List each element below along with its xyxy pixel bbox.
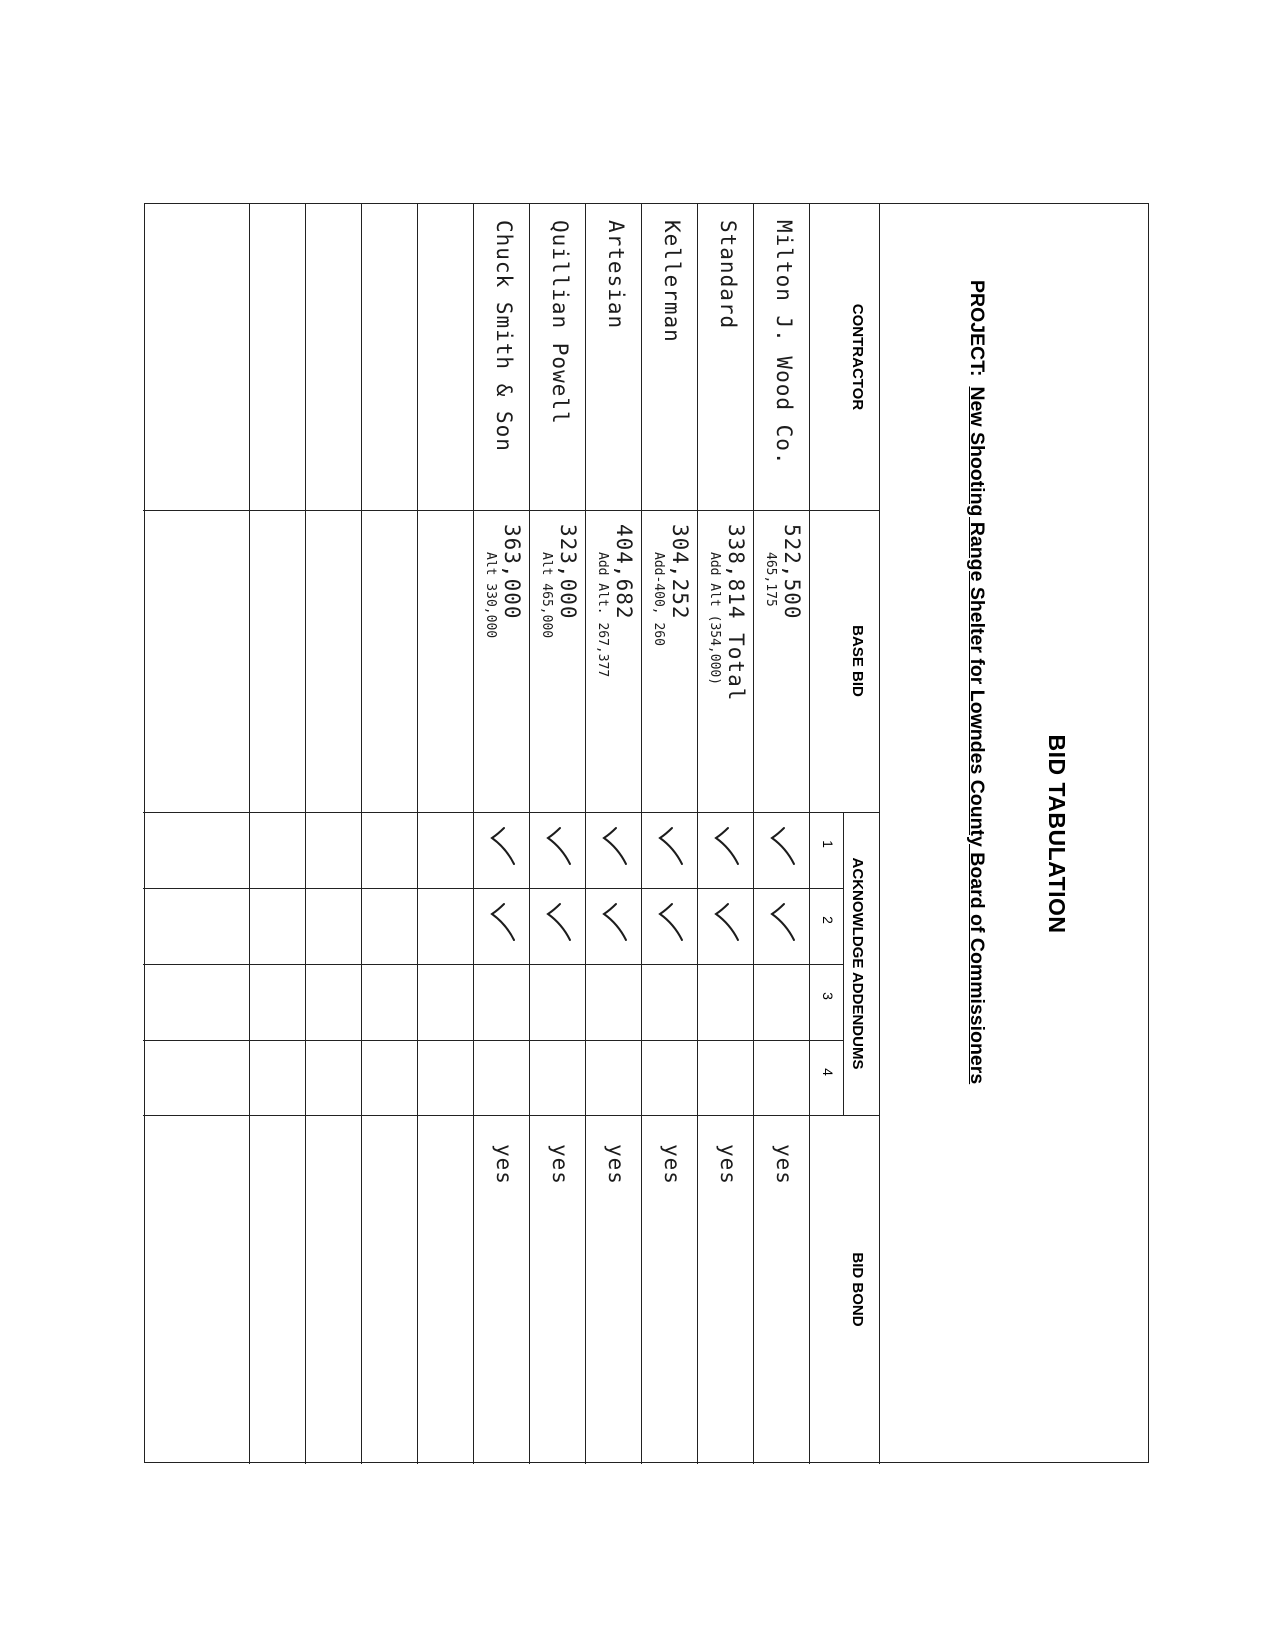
addendum-number-2: 2 [820,916,836,924]
row-divider [473,204,474,1464]
base-bid-amount: Add-400, 260 [651,552,666,646]
row-divider [417,204,418,1464]
addendum-check-icon [768,824,798,868]
document-title: BID TABULATION [1044,734,1070,934]
bid-bond-entry: yes [660,1144,684,1185]
base-bid-amount: 363,000 [500,524,524,620]
addendum-check-icon [544,900,574,944]
row-divider [529,204,530,1464]
base-bid-amount: Alt 465,000 [539,552,554,639]
project-line [965,280,988,1084]
bid-bond-entry: yes [716,1144,740,1185]
column-header-rule [809,204,810,1464]
base-bid-amount: 465,175 [763,552,778,607]
row-divider [697,204,698,1464]
bid-bond-entry: yes [492,1144,516,1185]
contractor-name: Chuck Smith & Son [492,220,516,452]
addendum-check-icon [656,900,686,944]
base-bid-header: BASE BID [849,625,866,697]
bid-bond-header: BID BOND [849,1252,866,1327]
addendum-check-icon [712,900,742,944]
base-bid-amount: Add Alt. 267,377 [595,552,610,678]
row-divider [585,204,586,1464]
contractor-name: Kellerman [660,220,684,343]
base-bid-amount: 338,814 Total [724,524,748,702]
addendum-check-icon [488,824,518,868]
row-divider [249,204,250,1464]
contractor-header: CONTRACTOR [849,303,866,411]
addendum-number-3: 3 [820,992,836,1000]
base-bid-amount: Alt 330,000 [483,552,498,639]
base-bid-amount: 522,500 [780,524,804,620]
project-label: PROJECT: [966,280,988,377]
bid-bond-entry: yes [548,1144,572,1185]
base-bid-amount: 304,252 [668,524,692,620]
form-header [879,204,1148,1464]
addendum-check-icon [712,824,742,868]
row-divider [753,204,754,1464]
base-bid-amount: Add Alt (354,000) [707,552,722,686]
row-divider [305,204,306,1464]
addendum-check-icon [656,824,686,868]
bid-tabulation-form [144,203,1149,1463]
addendum-check-icon [600,900,630,944]
contractor-name: Standard [716,220,740,330]
column-divider [143,1115,880,1116]
contractor-name: Milton J. Wood Co. [772,220,796,466]
addendum-check-icon [544,824,574,868]
base-bid-amount: 323,000 [556,524,580,620]
addendum-number-1: 1 [820,840,836,848]
contractor-name: Quillian Powell [548,220,572,425]
addendum-check-icon [768,900,798,944]
contractor-name: Artesian [604,220,628,330]
addendum-check-icon [600,824,630,868]
addenda-header: ACKNOWLDGE ADDENDUMS [849,857,866,1070]
base-bid-amount: 404,682 [612,524,636,620]
bid-bond-entry: yes [772,1144,796,1185]
project-name: New Shooting Range Shelter for Lowndes County Board of Commissioners [966,386,988,1085]
row-divider [361,204,362,1464]
addendum-subheader-rule [843,812,844,1115]
addendum-number-4: 4 [820,1068,836,1076]
column-divider [143,812,880,813]
bid-bond-entry: yes [604,1144,628,1185]
column-divider [143,510,880,511]
row-divider [641,204,642,1464]
addendum-check-icon [488,900,518,944]
